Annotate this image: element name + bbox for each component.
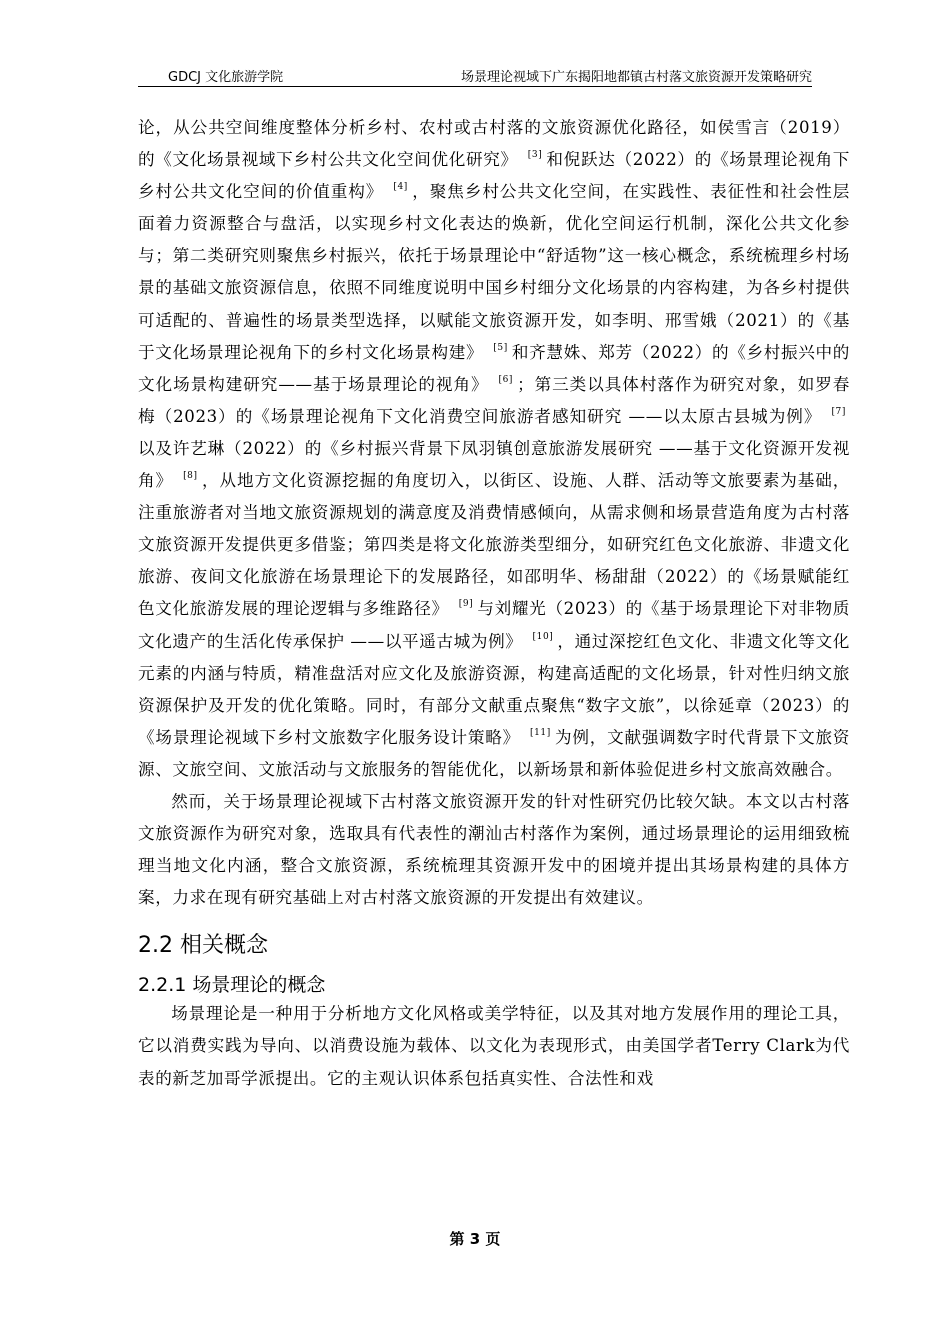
text-segment: 为例，文献强调数字时代背景下文旅资源、文旅空间、文旅活动与文旅服务的智能优化，以新场景和新体验促进乡村文旅高效融合。 [138,727,850,779]
citation-ref-11: [11] [529,727,551,738]
text-segment: 以及许艺琳（2022）的《乡村振兴背景下凤羽镇创意旅游发展研究 ——基于文化资源开发视角》 [138,438,850,491]
text-segment: 与刘耀光（2023）的《基于场景理论下对非物质文化遗产的生活化传承保护 ——以平遥古城为例》 [138,599,850,651]
literature-review-paragraph [138,112,850,786]
page-header [138,64,812,87]
header-left-text: GDCJ 文化旅游学院 [168,70,284,85]
page-content [138,112,850,1095]
header-right-text: 场景理论视域下广东揭阳地都镇古村落文旅资源开发策略研究 [460,70,812,85]
text-segment: ；第三类以具体村落作为研究对象，如罗春梅（2023）的《场景理论视角下文化消费空间旅游者感知研究 ——以太原古县城为例》 [138,374,851,426]
citation-ref-6: [6] [498,374,514,385]
research-gap-paragraph: 然而，关于场景理论视域下古村落文旅资源开发的针对性研究仍比较欠缺。本文以古村落文旅资源作为研究对象，选取具有代表性的潮汕古村落作为案例，通过场景理论的运用细致梳理当地文化内涵，整合文旅资源，系统梳理其资源开发中的困境并提出其场景构建的具体方案，力求在现有研究基础上对古村落文旅资源的开发提出有效建议。 [138,791,850,908]
section-heading-2-2-1: 2.2.1 场景理论的概念 [138,974,326,997]
text-segment: ，从地方文化资源挖掘的角度切入，以街区、设施、人群、活动等文旅要素为基础，注重旅游者对当地文旅资源规划的满意度及消费情感倾向，从需求侧和场景营造角度为古村落文旅资源开发提供更多借鉴；第四类是将文化旅游类型细分，如研究红色文化旅游、非遗文化旅游、夜间文化旅游在场景理论下的发展路径，如邵明华、杨甜甜（2022）的《场景赋能红色文化旅游发展的理论逻辑与多维路径》 [138,471,851,619]
scene-theory-paragraph: 场景理论是一种用于分析地方文化风格或美学特征，以及其对地方发展作用的理论工具，它以消费实践为导向、以消费设施为载体、以文化为表现形式，由美国学者Terry Clark为代表的新芝加哥学派提出。它的主观认识体系包括真实性、合法性和戏 [138,1004,850,1088]
citation-ref-5: [5] [493,342,508,353]
citation-ref-3: [3] [527,150,543,161]
text-segment: ，通过深挖红色文化、非遗文化等文化元素的内涵与特质，精准盘活对应文化及旅游资源，构建高适配的文化场景，针对性归纳文旅资源保护及开发的优化策略。同时，有部分文献重点聚焦“数字文旅”，以徐延章（2023）的《场景理论视域下乡村文旅数字化服务设计策略》 [138,631,850,747]
citation-ref-8: [8] [183,471,198,482]
section-heading-2-2: 2.2 相关概念 [138,933,268,959]
citation-ref-9: [9] [458,599,474,610]
citation-ref-10: [10] [532,631,554,642]
text-segment: 论，从公共空间维度整体分析乡村、农村或古村落的文旅资源优化路径，如侯雪言（2019）的《文化场景视域下乡村公共文化空间优化研究》 [138,118,850,170]
page-number: 第 3 页 [449,1230,501,1248]
text-segment: 和倪跃达（2022）的《场景理论视角下乡村公共文化空间的价值重构》 [138,150,850,202]
citation-ref-4: [4] [393,182,408,193]
text-segment: ，聚焦乡村公共文化空间，在实践性、表征性和社会性层面着力资源整合与盘活，以实现乡村文化表达的焕新，优化空间运行机制，深化公共文化参与；第二类研究则聚焦乡村振兴，依托于场景理论中“舒适物”这一核心概念，系统梳理乡村场景的基础文旅资源信息，依照不同维度说明中国乡村细分文化场景的内容构建，为各乡村提供可适配的、普遍性的场景类型选择，以赋能文旅资源开发，如李明、邢雪娥（2021）的《基于文化场景理论视角下的乡村文化场景构建》 [138,182,851,362]
text-segment: 和齐慧姝、郑芳（2022）的《乡村振兴中的文化场景构建研究——基于场景理论的视角》 [138,342,850,394]
citation-ref-7: [7] [831,406,846,417]
